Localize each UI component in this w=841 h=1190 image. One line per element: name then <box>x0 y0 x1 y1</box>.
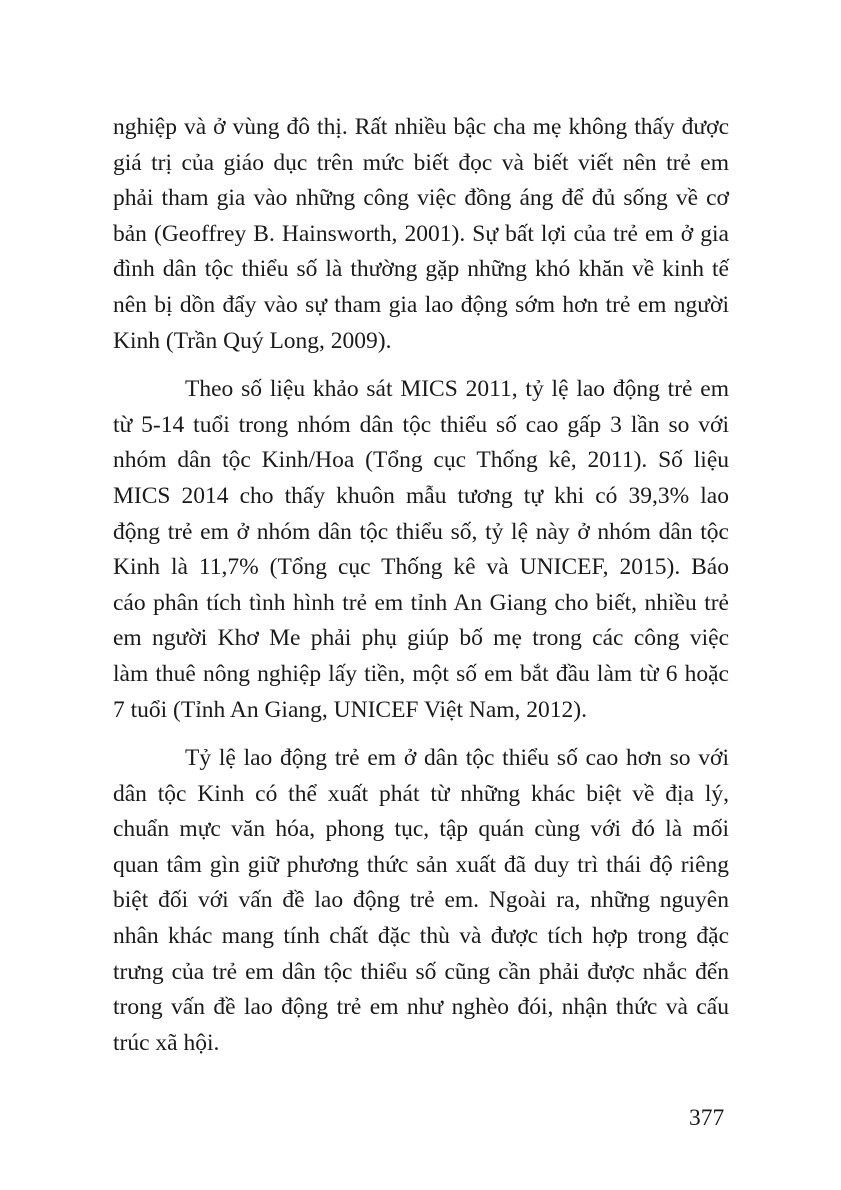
text-line: trúc xã hội. <box>113 1029 220 1056</box>
text-line: nghiệp và ở vùng đô thị. Rất nhiều bậc cha mẹ không thấy được <box>113 114 729 140</box>
text-line: nhân khác mang tính chất đặc thù và được tích hợp trong đặc <box>113 923 729 950</box>
text-line: phải tham gia vào những công việc đồng áng để đủ sống về cơ <box>113 185 729 212</box>
text-line: Kinh (Trần Quý Long, 2009). <box>113 327 392 354</box>
text-line: Kinh là 11,7% (Tổng cục Thống kê và UNICEF, 2015). Báo <box>113 554 729 581</box>
text-line: Theo số liệu khảo sát MICS 2011, tỷ lệ lao động trẻ em <box>185 376 729 403</box>
text-line: 7 tuổi (Tỉnh An Giang, UNICEF Việt Nam, 2012). <box>113 696 587 723</box>
text-line: dân tộc Kinh có thể xuất phát từ những khác biệt về địa lý, <box>113 780 729 807</box>
page-body <box>113 110 729 1061</box>
text-line: nhóm dân tộc Kinh/Hoa (Tổng cục Thống kê, 2011). Số liệu <box>113 447 729 474</box>
page-number: 377 <box>689 1105 725 1131</box>
text-line: giá trị của giáo dục trên mức biết đọc và biết viết nên trẻ em <box>113 149 729 176</box>
text-line: làm thuê nông nghiệp lấy tiền, một số em bắt đầu làm từ 6 hoặc <box>113 660 729 687</box>
paragraph-spacer <box>113 359 729 372</box>
text-line: MICS 2014 cho thấy khuôn mẫu tương tự khi có 39,3% lao <box>113 482 729 509</box>
text-line: biệt đối với vấn đề lao động trẻ em. Ngoài ra, những nguyên <box>113 887 729 914</box>
text-line: trong vấn đề lao động trẻ em như nghèo đói, nhận thức và cấu <box>113 994 729 1021</box>
text-line: quan tâm gìn giữ phương thức sản xuất đã duy trì thái độ riêng <box>113 851 729 878</box>
text-line: đình dân tộc thiểu số là thường gặp những khó khăn về kinh tế <box>113 256 729 283</box>
text-line: trưng của trẻ em dân tộc thiểu số cũng cần phải được nhắc đến <box>113 958 729 985</box>
paragraph-3 <box>113 741 729 1061</box>
text-line: cáo phân tích tình hình trẻ em tỉnh An Giang cho biết, nhiều trẻ <box>113 589 729 616</box>
text-line: Tỷ lệ lao động trẻ em ở dân tộc thiểu số cao hơn so với <box>185 745 729 772</box>
text-line: động trẻ em ở nhóm dân tộc thiểu số, tỷ lệ này ở nhóm dân tộc <box>113 518 729 545</box>
paragraph-1 <box>113 110 729 359</box>
text-line: chuẩn mực văn hóa, phong tục, tập quán cùng với đó là mối <box>113 816 729 843</box>
paragraph-spacer <box>113 728 729 741</box>
paragraph-2 <box>113 372 729 728</box>
text-line: bản (Geoffrey B. Hainsworth, 2001). Sự bất lợi của trẻ em ở gia <box>113 220 729 247</box>
text-line: em người Khơ Me phải phụ giúp bố mẹ trong các công việc <box>113 625 729 652</box>
text-line: từ 5-14 tuổi trong nhóm dân tộc thiểu số cao gấp 3 lần so với <box>113 411 729 438</box>
text-line: nên bị dồn đẩy vào sự tham gia lao động sớm hơn trẻ em người <box>113 291 729 318</box>
